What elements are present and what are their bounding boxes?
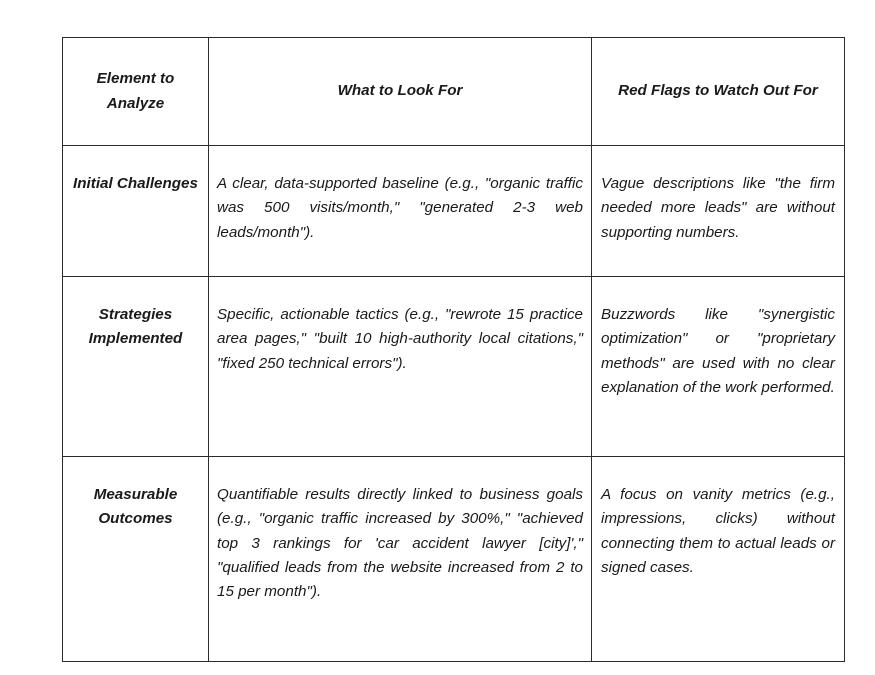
header-element-to-analyze [63, 38, 209, 146]
table-row [63, 146, 845, 277]
header-what-to-look-for [209, 38, 592, 146]
row-element-cell: Initial Challenges [63, 146, 209, 277]
analysis-table [62, 37, 845, 662]
row-red-flags-cell: Buzzwords like "synergistic optimization" or "proprietary methods" are used with no clear explanation of the work performed. [592, 277, 845, 457]
row-look-for-cell: Quantifiable results directly linked to business goals (e.g., "organic traffic increased by 300%," "achieved top 3 rankings for 'car accident lawyer [city]'," "qualified leads from the website increased from 2 to 15 per month"). [209, 457, 592, 662]
header-label: Element to Analyze [96, 70, 175, 112]
table-row [63, 457, 845, 662]
header-red-flags [592, 38, 845, 146]
row-red-flags-cell: A focus on vanity metrics (e.g., impressions, clicks) without connecting them to actual leads or signed cases. [592, 457, 845, 662]
row-element-cell: Measurable Outcomes [63, 457, 209, 662]
table-row [63, 277, 845, 457]
row-look-for-cell: A clear, data-supported baseline (e.g., "organic traffic was 500 visits/month," "generated 2-3 web leads/month"). [209, 146, 592, 277]
row-element-cell: Strategies Implemented [63, 277, 209, 457]
row-look-for-cell: Specific, actionable tactics (e.g., "rewrote 15 practice area pages," "built 10 high-authority local citations," "fixed 250 technical errors"). [209, 277, 592, 457]
header-row [63, 38, 845, 146]
header-label: What to Look For [337, 82, 463, 100]
row-red-flags-cell: Vague descriptions like "the firm needed more leads" are without supporting numbers. [592, 146, 845, 277]
header-label: Red Flags to Watch Out For [618, 82, 818, 100]
